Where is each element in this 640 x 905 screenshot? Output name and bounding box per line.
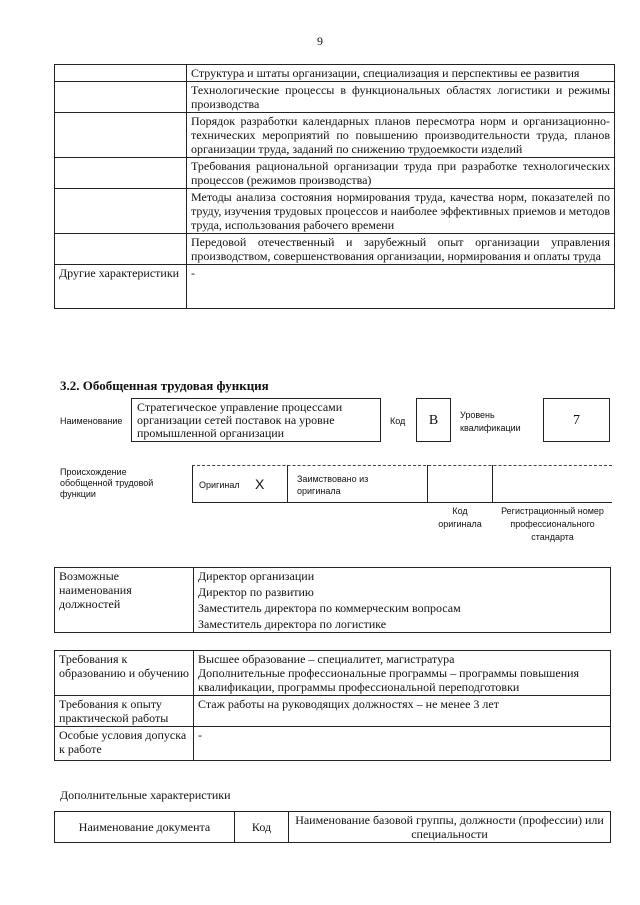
education-line: Дополнительные профессиональные программы – программы повышения квалификации, программы профессиональной переподготовки: [198, 666, 580, 694]
position-item: Заместитель директора по коммерческим вопросам: [194, 600, 611, 616]
divider: [192, 465, 193, 502]
table-row: [55, 696, 611, 727]
position-item: Директор организации: [194, 568, 611, 585]
name-label: Наименование: [60, 416, 123, 426]
original-mark: X: [255, 476, 265, 492]
education-label: Требования к образованию и обучению: [55, 651, 194, 696]
positions-table: [54, 567, 611, 633]
table-row: [55, 568, 611, 585]
code-label: Код: [390, 416, 406, 426]
education-value: [194, 651, 611, 696]
borrowed-label: Заимствовано из оригинала: [297, 474, 369, 496]
positions-label: Возможные наименования должностей: [55, 568, 194, 633]
table-row: [55, 234, 615, 265]
table-row: [55, 727, 611, 761]
table-row: [55, 265, 615, 309]
conditions-label: Особые условия допуска к работе: [55, 727, 194, 761]
table-cell: Технологические процессы в функциональных областях логистики и режимы производства: [187, 82, 615, 113]
original-label: Оригинал: [199, 480, 240, 490]
additional-title: Дополнительные характеристики: [60, 788, 231, 802]
table-row: [55, 113, 615, 158]
column-header: Наименование документа: [55, 812, 235, 843]
table-cell: Требования рациональной организации труда при разработке технологических процессов (режимов производства): [187, 158, 615, 189]
table-cell: Порядок разработки календарных планов пересмотра норм и организационно-технических мероприятий по повышению производительности труда, планов организации труда, заданий по снижению трудоемкости изделий: [187, 113, 615, 158]
function-code: B: [416, 398, 451, 442]
divider: [192, 465, 612, 467]
origin-label: Происхождение обобщенной трудовой функции: [60, 467, 154, 499]
column-header: Наименование базовой группы, должности (профессии) или специальности: [289, 812, 611, 843]
registration-number-caption: Регистрационный номер профессионального стандарта: [501, 506, 604, 542]
section-title: 3.2. Обобщенная трудовая функция: [60, 378, 269, 393]
table-cell: Передовой отечественный и зарубежный опыт организации управления производством, совершенствования организации, нормирования и оплаты труда: [187, 234, 615, 265]
experience-value: Стаж работы на руководящих должностях – не менее 3 лет: [194, 696, 611, 727]
table-row: [55, 651, 611, 696]
table-cell: Структура и штаты организации, специализация и перспективы ее развития: [187, 65, 615, 82]
knowledge-table: [54, 64, 615, 309]
education-line: Высшее образование – специалитет, магистратура: [198, 652, 455, 666]
function-name: Стратегическое управление процессами организации сетей поставок на уровне промышленной организации: [131, 398, 381, 442]
additional-table: [54, 811, 611, 843]
original-code-caption: Код оригинала: [438, 506, 482, 529]
divider: [492, 465, 493, 502]
table-row: [55, 65, 615, 82]
table-row: [55, 158, 615, 189]
column-header: Код: [235, 812, 289, 843]
divider: [287, 465, 288, 502]
experience-label: Требования к опыту практической работы: [55, 696, 194, 727]
other-characteristics-value: -: [187, 265, 615, 309]
other-characteristics-label: Другие характеристики: [55, 265, 187, 309]
table-row: [55, 189, 615, 234]
requirements-table: [54, 650, 611, 761]
divider: [427, 465, 428, 502]
qualification-level-label: Уровень квалификации: [460, 410, 521, 433]
table-row: [55, 812, 611, 843]
table-row: [55, 82, 615, 113]
page-number: 9: [317, 34, 323, 48]
position-item: Заместитель директора по логистике: [194, 616, 611, 633]
position-item: Директор по развитию: [194, 584, 611, 600]
qualification-level-value: 7: [543, 398, 610, 442]
conditions-value: -: [194, 727, 611, 761]
table-cell: Методы анализа состояния нормирования труда, качества норм, показателей по труду, изучения трудовых процессов и наиболее эффективных приемов и методов труда, использования рабочего времени: [187, 189, 615, 234]
